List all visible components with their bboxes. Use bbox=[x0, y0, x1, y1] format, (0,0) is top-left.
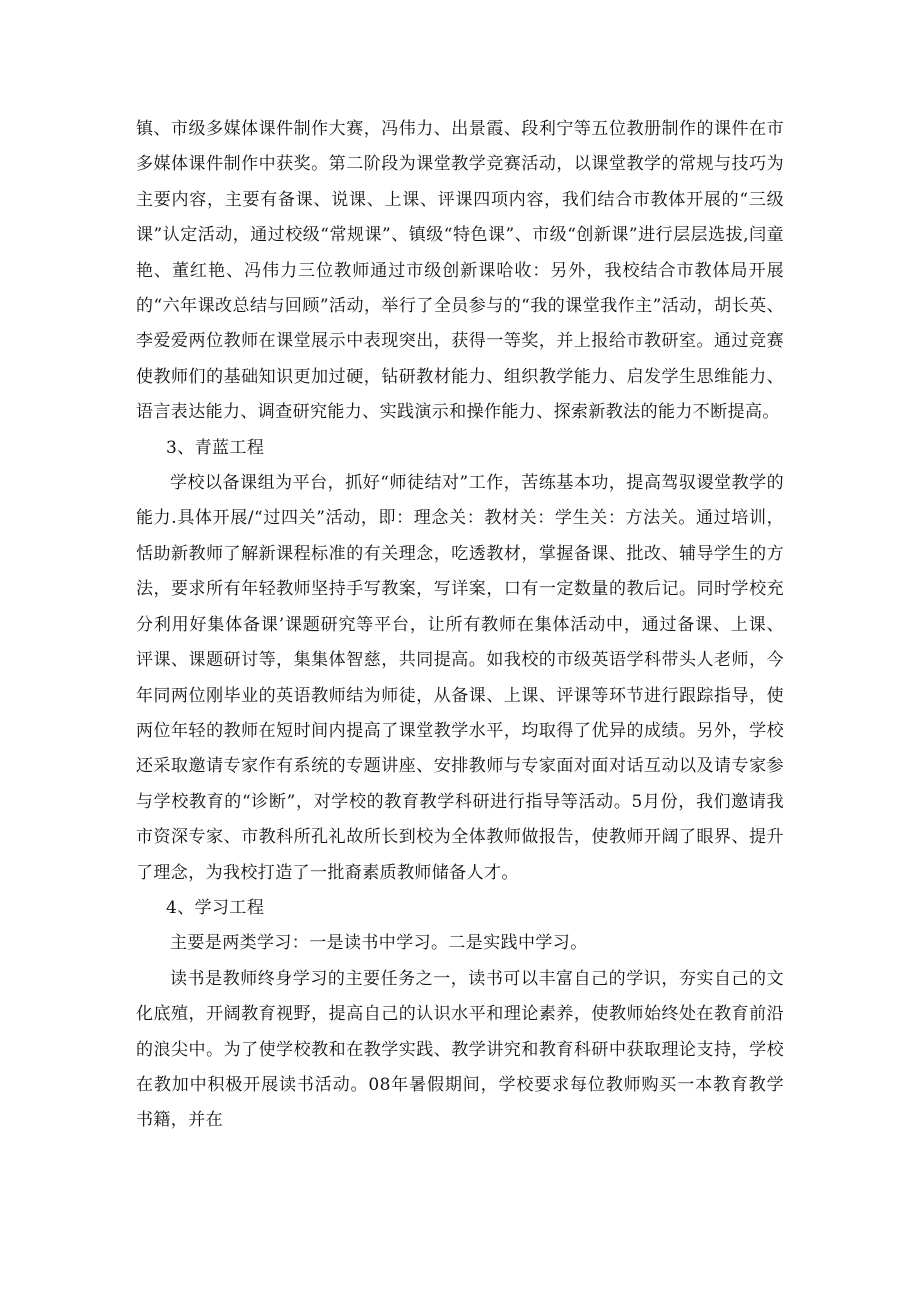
section-heading-qinglan: 3、青蓝工程 bbox=[166, 437, 265, 458]
document-body bbox=[136, 112, 784, 1139]
paragraph-study-types: 主要是两类学习：一是读书中学习。二是实践中学习。 bbox=[170, 933, 588, 954]
paragraph-qinglan-project: 学校以备课组为平台，抓好“师徒结对”工作，苦练基本功，提高驾驭谡堂教学的能力.具体开展/“过四关”活动，即：理念关：教材关：学生关：方法关。通过培训，恬助新教师了解新课程标准的有关理念，吃透教材，掌握备课、批改、辅导学生的方法，要求所有年轻教师坚持手写教案，写详案，口有一定数量的教后记。同时学校充分利用好集体备课’课题研究等平台，让所有教师在集体活动中，通过备课、上课、评课、课题研讨等，集集体智慈，共同提高。如我校的市级英语学科带头人老师，今年同两位刚毕业的英语教师结为师徒，从备课、上课、评课等环节进行跟踪指导，使两位年轻的教师在短时间内提高了课堂教学水平，均取得了优异的成绩。另外，学校还采取邀请专家作有系统的专题讲座、安排教师与专家面对面对话互动以及请专家参与学校教育的“诊断”，对学校的教育教学科研进行指导等活动。5月份，我们邀请我市资深专家、市教科所孔礼故所长到校为全体教师做报告，使教师开阔了眼界、提升了理念，为我校打造了一批裔素质教师储备人才。 bbox=[136, 473, 784, 883]
section-heading-study: 4、学习工程 bbox=[166, 897, 265, 918]
paragraph-reading: 读书是教师终身学习的主要任务之一，读书可以丰富自己的学识，夯实自己的文化底殖，开阔教育视野，提高自己的认识水平和理论素养，使教师始终处在教育前沿的浪尖中。为了使学校教和在教学实践、教学讲究和教育科研中获取理论支持，学校在教加中积极开展读书活动。08年暑假期间，学校要求每位教师购买一本教育教学书籍，并在 bbox=[136, 968, 784, 1131]
paragraph-teaching-competition: 镇、市级多媒体课件制作大赛，冯伟力、出景霞、段利宁等五位教册制作的课件在市多媒体课件制作中获奖。第二阶段为课堂教学竞赛活动，以课堂教学的常规与技巧为主要内容，主要有备课、说课、上课、评课四项内容，我们结合市教体开展的“三级课”认定活动，通过校级“常规课”、镇级“特色课”、市级“创新课”进行层层选拔,闫童艳、董红艳、冯伟力三位教师通过市级创新课哈收：另外，我校结合市教体局开展的“六年课改总结与回顾”活动，举行了全员参与的“我的课堂我作主”活动，胡长英、李爱爱两位教师在课堂展示中表现突出，获得一等奖，并上报给市教研室。通过竞赛使教师们的基础知识更加过硬，钻研教材能力、组织教学能力、启发学生思维能力、语言表达能力、调查研究能力、实践演示和操作能力、探索新教法的能力不断提高。 bbox=[136, 119, 784, 423]
